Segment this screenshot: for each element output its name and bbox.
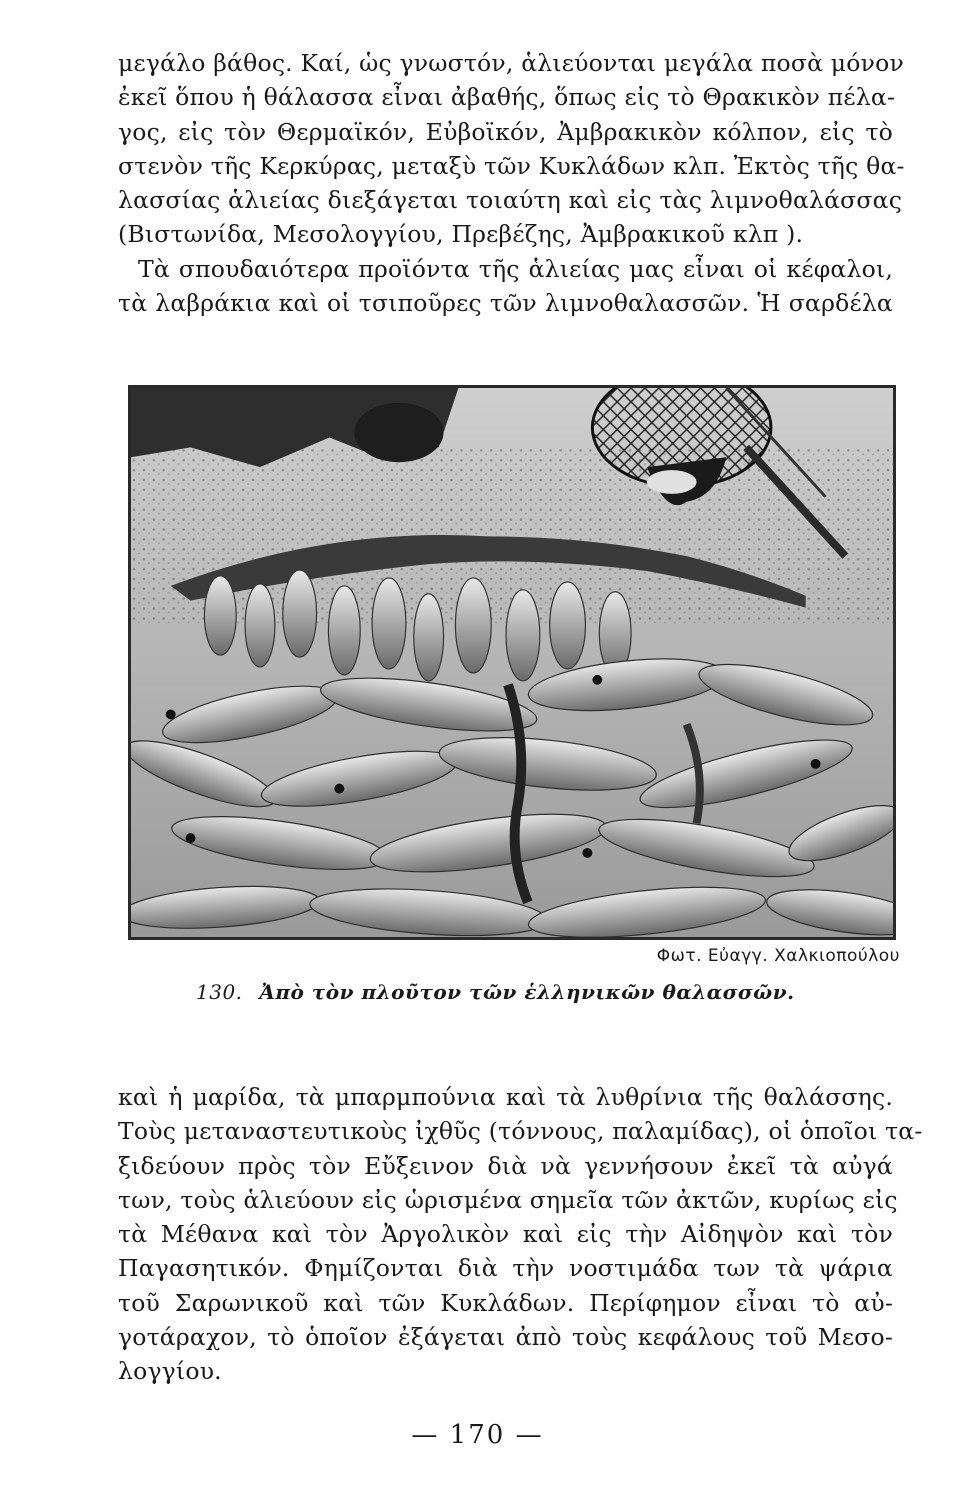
text-line: ἐκεῖ ὅπου ἡ θάλασσα εἶναι ἀβαθής, ὅπως εἰς τὸ Θρακικὸν πέλα-	[118, 83, 896, 112]
fish-photograph	[128, 385, 896, 940]
fish-pile-illustration	[131, 388, 893, 937]
text-line: Τοὺς μεταναστευτικοὺς ἰχθῦς (τόννους, παλαμίδας), οἱ ὁποῖοι τα-	[118, 1117, 923, 1146]
text-line: γος, εἰς τὸν Θερμαϊκόν, Εὐβοϊκόν, Ἀμβρακικὸν κόλπον, εἰς τὸ	[118, 117, 893, 146]
text-line: λογγίου.	[118, 1357, 222, 1386]
text-line: γοτάραχον, τὸ ὁποῖον ἐξάγεται ἀπὸ τοὺς κεφάλους τοῦ Μεσο-	[118, 1323, 893, 1352]
text-line: (Βιστωνίδα, Μεσολογγίου, Πρεβέζης, Ἀμβρακικοῦ κλπ ).	[118, 220, 804, 249]
text-line: Παγασητικόν. Φημίζονται διὰ τὴν νοστιμάδα των τὰ ψάρια	[118, 1254, 893, 1283]
top-paragraph	[118, 46, 905, 320]
photo-credit: Φωτ. Εὐαγγ. Χαλκιοπούλου	[656, 946, 900, 966]
caption-text: Ἀπὸ τὸν πλοῦτον τῶν ἑλληνικῶν θαλασσῶν.	[259, 980, 795, 1004]
text-line: μεγάλο βάθος. Καί, ὡς γνωστόν, ἁλιεύονται μεγάλα ποσὰ μόνον	[118, 49, 904, 77]
caption-number: 130.	[196, 980, 243, 1004]
bottom-paragraph	[118, 1080, 923, 1389]
text-line: καὶ ἡ μαρίδα, τὰ μπαρμπούνια καὶ τὰ λυθρίνια τῆς θαλάσσης.	[118, 1083, 893, 1111]
text-line: τὰ Μέθανα καὶ τὸν Ἀργολικὸν καὶ εἰς τὴν Αἰδηψὸν καὶ τὸν	[118, 1220, 893, 1249]
text-line: στενὸν τῆς Κερκύρας, μεταξὺ τῶν Κυκλάδων κλπ. Ἐκτὸς τῆς θα-	[118, 151, 905, 180]
figure-caption	[196, 980, 896, 1004]
text-line: τὰ λαβράκια καὶ οἱ τσιποῦρες τῶν λιμνοθαλασσῶν. Ἡ σαρδέλα	[118, 289, 893, 318]
text-line: των, τοὺς ἁλιεύουν εἰς ὡρισμένα σημεῖα τῶν ἀκτῶν, κυρίως εἰς	[118, 1185, 898, 1214]
page-number: — 170 —	[411, 1420, 544, 1450]
text-line: Τὰ σπουδαιότερα προϊόντα τῆς ἁλιείας μας εἶναι οἱ κέφαλοι,	[138, 254, 893, 283]
text-line: λασσίας ἁλιείας διεξάγεται τοιαύτη καὶ εἰς τὰς λιμνοθαλάσσας	[118, 186, 903, 215]
text-line: τοῦ Σαρωνικοῦ καὶ τῶν Κυκλάδων. Περίφημον εἶναι τὸ αὐ-	[118, 1288, 893, 1317]
text-line: ξιδεύουν πρὸς τὸν Εὔξεινον διὰ νὰ γεννήσουν ἐκεῖ τὰ αὐγά	[118, 1151, 893, 1180]
